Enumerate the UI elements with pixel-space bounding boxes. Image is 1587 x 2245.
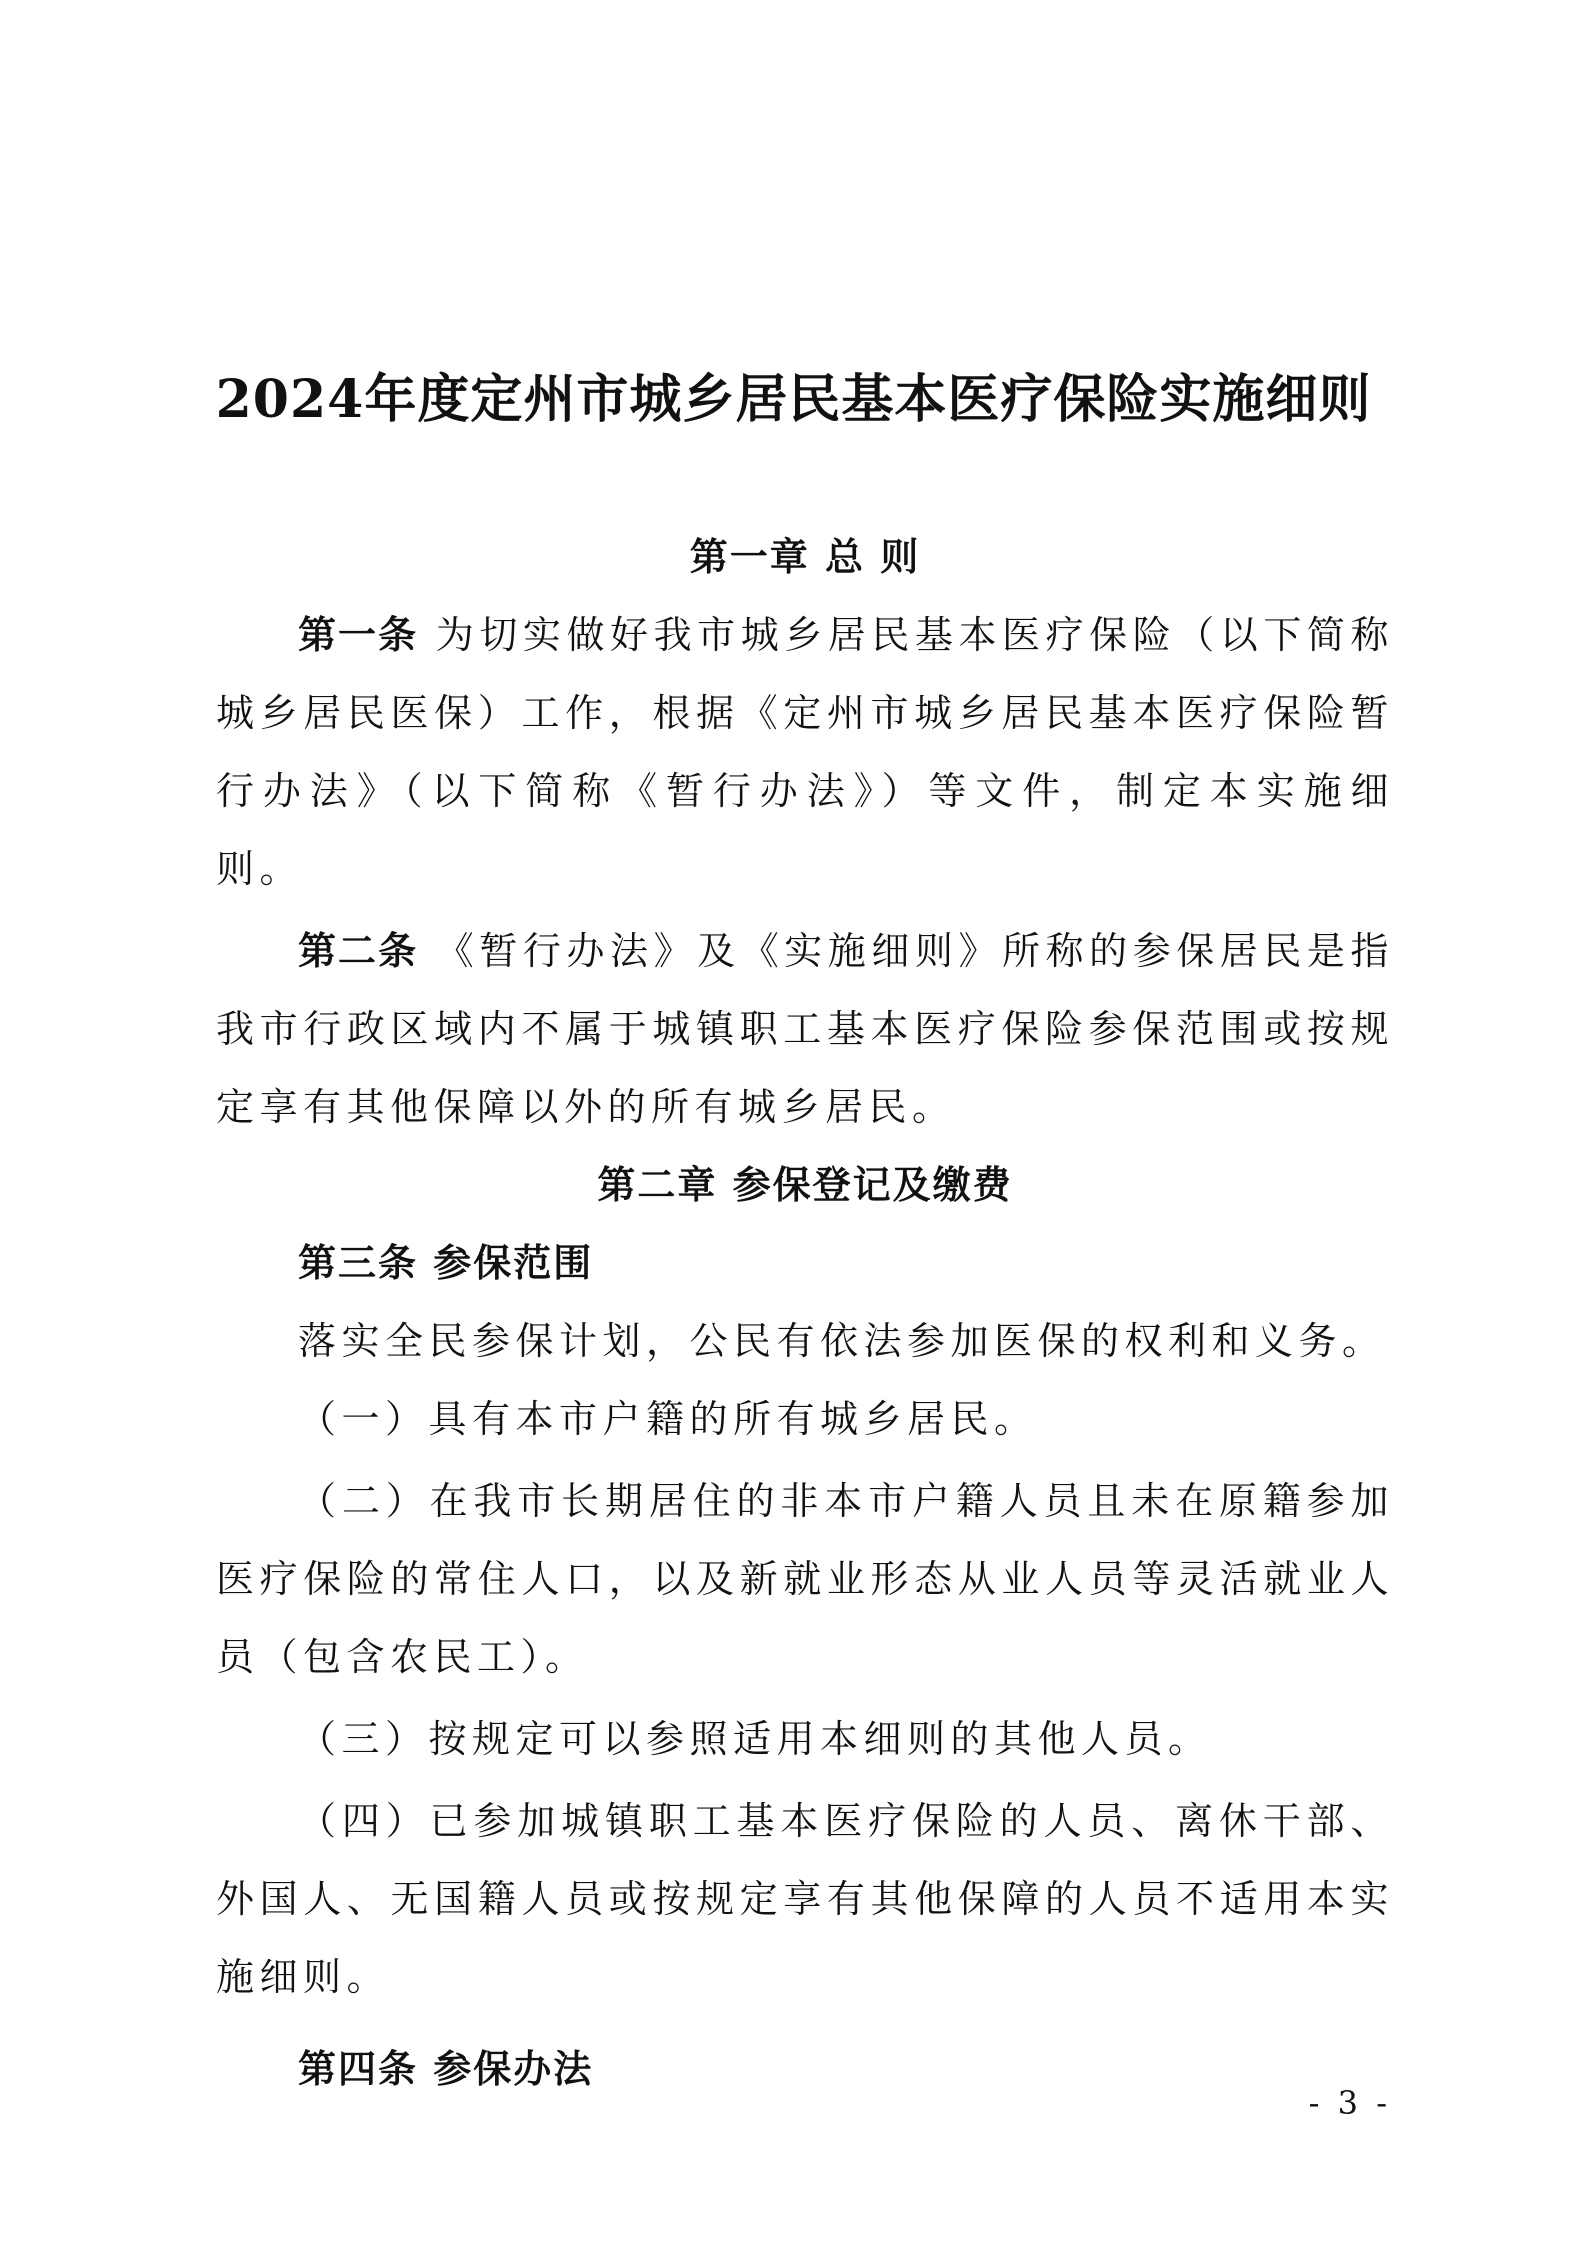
document-body — [216, 518, 1394, 2108]
article-3-item-1: （一）具有本市户籍的所有城乡居民。 — [298, 1397, 1038, 1441]
article-3-item-3: （三）按规定可以参照适用本细则的其他人员。 — [298, 1717, 1212, 1761]
article-1 — [216, 596, 1394, 908]
article-3-heading: 第三条 参保范围 — [298, 1241, 594, 1285]
article-4-heading: 第四条 参保办法 — [298, 2047, 594, 2091]
article-3-intro: 落实全民参保计划，公民有依法参加医保的权利和义务。 — [298, 1319, 1386, 1363]
article-2 — [216, 912, 1394, 1146]
article-1-text: 为切实做好我市城乡居民基本医疗保险（以下简称城乡居民医保）工作，根据《定州市城乡居民基本医疗保险暂行办法》（以下简称《暂行办法》）等文件，制定本实施细则。 — [216, 613, 1394, 891]
article-2-text: 《暂行办法》及《实施细则》所称的参保居民是指我市行政区域内不属于城镇职工基本医疗保险参保范围或按规定享有其他保障以外的所有城乡居民。 — [216, 929, 1394, 1129]
chapter-heading-2: 第二章 参保登记及缴费 — [597, 1163, 1013, 1207]
page-number: - 3 - — [1308, 2084, 1391, 2122]
article-1-label: 第一条 — [298, 613, 419, 657]
chapter-heading-1: 第一章 总 则 — [689, 535, 921, 579]
document-title: 2024年度定州市城乡居民基本医疗保险实施细则 — [215, 369, 1372, 430]
article-3-item-4: （四）已参加城镇职工基本医疗保险的人员、离休干部、外国人、无国籍人员或按规定享有其他保障的人员不适用本实施细则。 — [216, 1799, 1394, 1999]
article-3-item-2: （二）在我市长期居住的非本市户籍人员且未在原籍参加医疗保险的常住人口，以及新就业形态从业人员等灵活就业人员（包含农民工）。 — [216, 1479, 1394, 1679]
article-2-label: 第二条 — [298, 929, 419, 973]
